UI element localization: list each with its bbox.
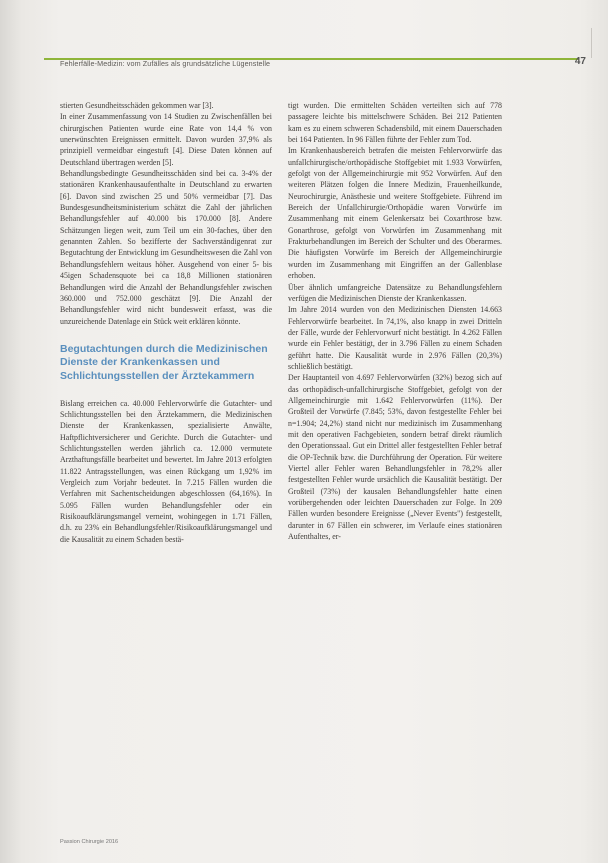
paragraph: stierten Gesundheitsschäden gekommen war [3]. <box>60 101 214 110</box>
paragraph: In einer Zusammenfassung von 14 Studien zu Zwischenfällen bei chirurgischen Patienten wurde eine Rate von 14,4 % von unerwünschten Ereignissen ermittelt. Davon wurden 37,9% als prinzipiell vermeidbar eingestuft [4]. Diese Daten können auf Deutschland übertragen werden [5]. <box>60 112 272 167</box>
section-heading: Begutachtungen durch die Medizinischen Dienste der Krankenkassen und Schlichtungsstellen der Ärztekammern <box>60 342 268 383</box>
footer-text: Passion Chirurgie 2016 <box>60 839 119 845</box>
paragraph: Behandlungsbedingte Gesundheitsschäden sind bei ca. 3-4% der stationären Krankenhausaufenthalte in Deutschland zu erwarten [6]. Davon sind zwischen 25 und 50% vermeidbar [7]. Das Bundesgesundheitsministerium schätzt die Zahl der jährlichen Behandlungsfehler auf 40.000 bis 170.000 [8]. Andere Schätzungen liegen weit, zum Teil um ein 30-faches, über den genannten Zahlen. So bezifferte der Sachverständigenrat zur Begutachtung der Entwicklung im Gesundheitswesen die Zahl von Behandlungsfehlern weitaus höher. Ausgehend von einer 5- bis 45igen Schadensquote bei ca 18,8 Millionen stationären Behandlungen wird die Anzahl der Behandlungsfehler zwischen 360.000 und 752.000 geschätzt [9]. Die Anzahl der Behandlungsfehler wird nicht bundesweit erfasst, was die unzureichende Datenlage ein Stück weit erklären könnte. <box>60 169 272 326</box>
page-number: 47 <box>574 56 586 67</box>
paragraph: Über ähnlich umfangreiche Datensätze zu Behandlungsfehlern verfügen die Medizinischen Dienste der Krankenkassen. <box>288 282 502 303</box>
left-column <box>60 100 272 545</box>
paragraph: Im Jahre 2014 wurden von den Medizinischen Diensten 14.663 Fehlervorwürfe bearbeitet. In 74,1%, also knapp in zwei Dritteln der Fälle, wurde der Fehlervorwurf nicht bestätigt. In 4.262 Fällen wurde ein Fehler bestätigt, der in 3.796 Fällen zu einem Schaden geführt hatte. Die Kausalität wurde in 2.976 Fällen (20,3%) schließlich bestätigt. <box>288 305 502 371</box>
page-edge-shadow <box>591 28 592 58</box>
paragraph: tigt wurden. Die ermittelten Schäden verteilten sich auf 778 passagere leichte bis mittelschwere Schäden. Bei 212 Patienten kam es zu einem schweren Schadensbild, mit einem Dauerschaden bei 164 Patienten. In 96 Fällen führte der Fehler zum Tod. <box>288 101 502 145</box>
paragraph: Bislang erreichen ca. 40.000 Fehlervorwürfe die Gutachter- und Schlichtungsstellen bei den Ärztekammern, die Medizinischen Dienste der Krankenkassen, spezialisierte Anwälte, Haftpflichtversicherer und Gerichte. Durch die Gutachter- und Schlichtungsstellen werden jährlich ca. 12.000 vermutete Arzthaftungsfälle bearbeitet und bewertet. Im Jahre 2013 erfolgten 11.822 Antragsstellungen, was einen Rückgang um 1,92% im Vergleich zum Vorjahr bedeutet. In 7.215 Fällen wurden die Verfahren mit Sachentscheidungen abgeschlossen (64,16%). In 5.095 Fällen wurden Behandlungsfehler oder ein Risikoaufklärungsmangel verneint, wohingegen in 1.71 Fällen, d.h. zu 23% ein Behandlungsfehler/Risikoaufklärungsmangel und die Kausalität zu einem Schaden bestä- <box>60 398 272 544</box>
right-column <box>288 100 502 542</box>
paragraph: Der Hauptanteil von 4.697 Fehlervorwürfen (32%) bezog sich auf das orthopädisch-unfallchirurgische Stoffgebiet, gefolgt von der Allgemeinchirurgie mit 1.642 Fehlervorwürfen (11%). Der Großteil der Vorwürfe (7.845; 53%, davon festgestellte Fehler bei n=1.904; 24,2%) stand nicht nur medizinisch im Zusammenhang mit den operativen Fachgebieten, sondern betraf direkt räumlich den Operationssaal. Gut ein Drittel aller festgestellten Fehler betraf die OP-Technik bzw. die Durchführung der Operation. Für weitere Viertel aller Fehler waren Behandlungsfehler in 78,2% aller festgestellten Fehler wurde ursächlich die Kausalität bestätigt. Der Großteil (73%) der kausalen Behandlungsfehler hatte einen vorübergehenden oder leichten Dauerschaden zur Folge. In 209 Fällen wurden besondere Ereignisse („Never Events") festgestellt, darunter in 67 Fällen ein schwerer, im Verlaufe eines stationären Aufenthaltes, er- <box>288 373 502 542</box>
paragraph: Im Krankenhausbereich betrafen die meisten Fehlervorwürfe das unfallchirurgische/orthopädische Stoffgebiet mit 1.933 Vorwürfen, gefolgt von der Allgemeinchirurgie mit 952 Vorwürfen. Auf den weiteren Plätzen folgen die Innere Medizin, Frauenheilkunde, Neurochirurgie, Anästhesie und weitere Stoffgebiete. Führend im Bereich der Unfallchirurgie/Orthopädie waren Vorwürfe im Zusammenhang mit einem Gelenkersatz bei Coxarthrose bzw. Gonarthrose, gefolgt von Vorwürfen im Zusammenhang mit Frakturbehandlungen im Bereich der Schulter und des Oberarmes. Die häufigsten Vorwürfe im Bereich der Allgemeinchirurgie wurden im Zusammenhang mit Eingriffen an der Gallenblase erhoben. <box>288 146 502 281</box>
running-title: Fehlerfälle-Medizin: vom Zufälles als grundsätzliche Lügenstelle <box>60 59 271 68</box>
